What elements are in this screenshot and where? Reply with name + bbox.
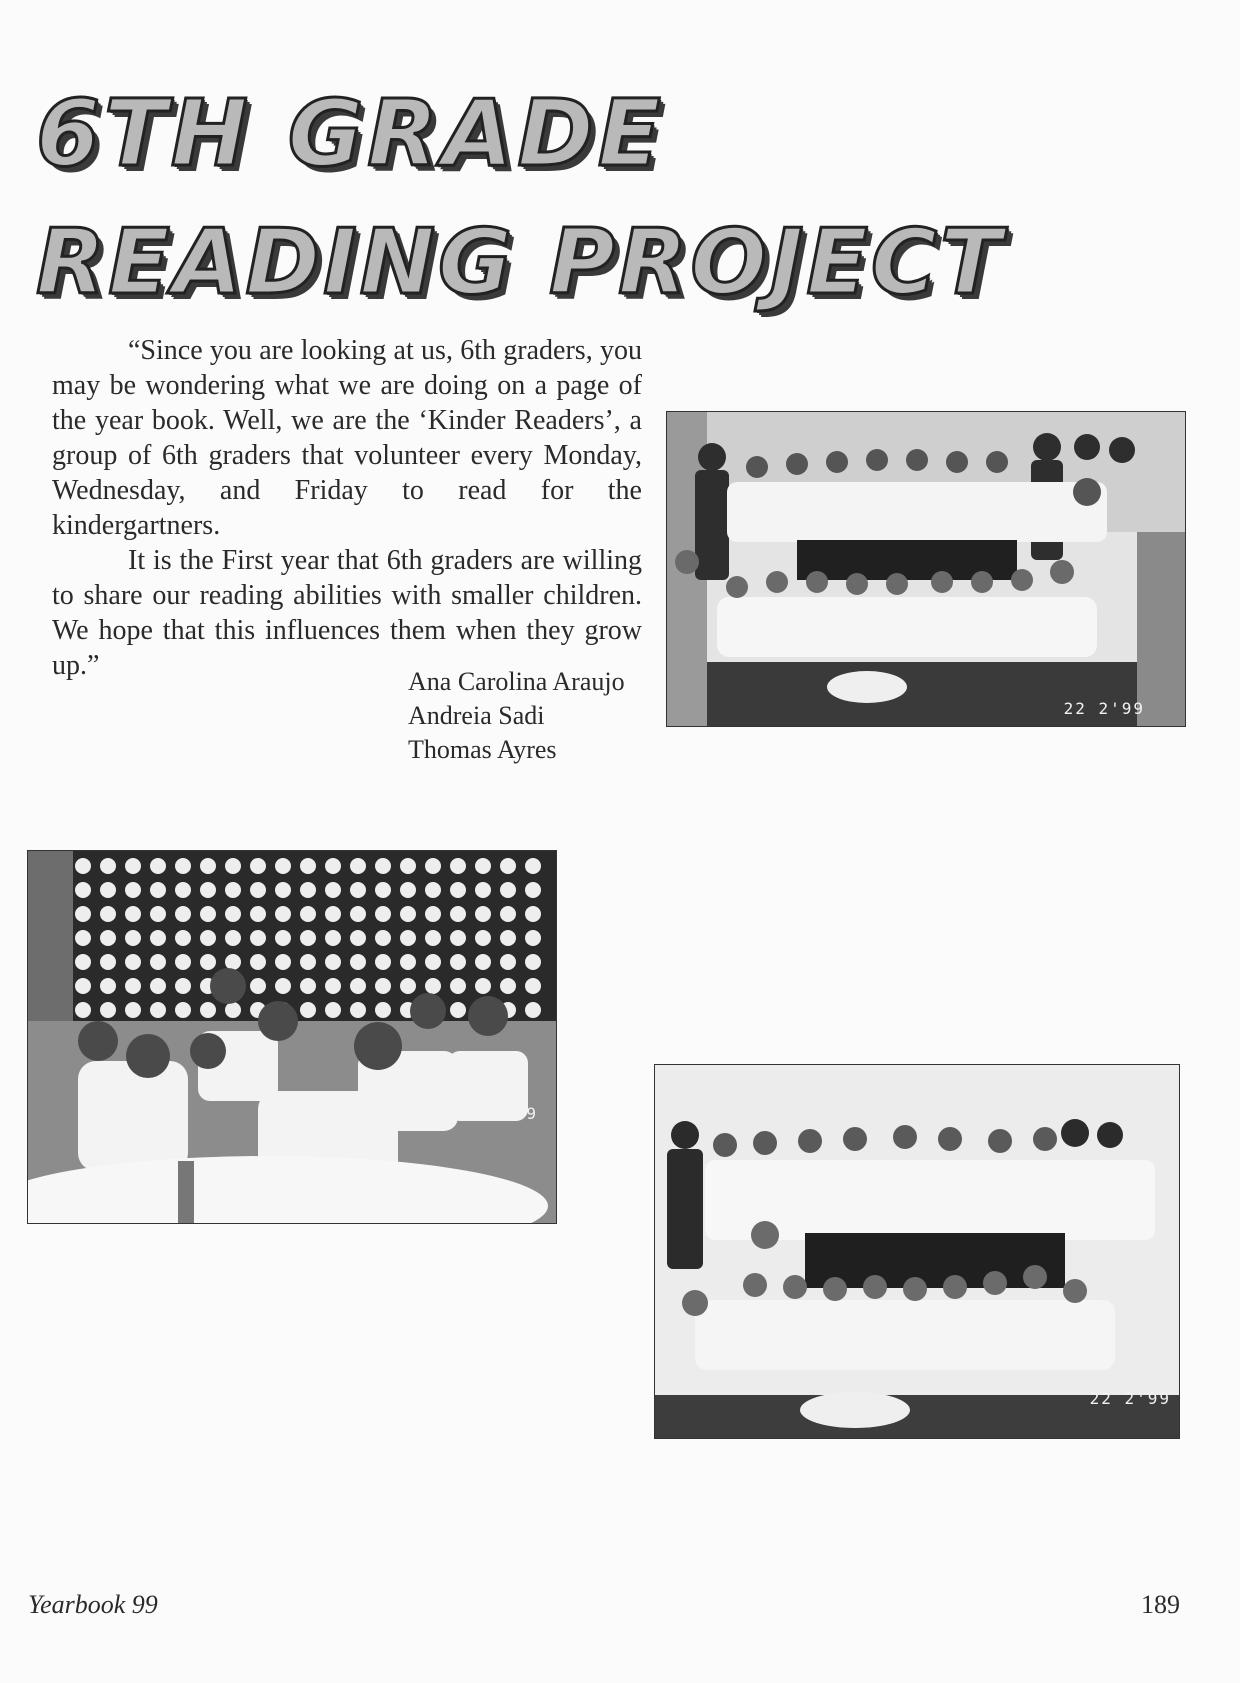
wall-dot — [300, 978, 316, 994]
wall-dot — [450, 1002, 466, 1018]
footer-publication: Yearbook 99 — [28, 1590, 158, 1619]
wall-dot — [175, 954, 191, 970]
wall-dot — [475, 978, 491, 994]
wall-dot — [225, 906, 241, 922]
students-with-plush-toys-photo — [27, 850, 557, 1224]
wall-dot — [300, 858, 316, 874]
wall-dot — [400, 882, 416, 898]
wall-dot — [350, 882, 366, 898]
wall-dot — [250, 858, 266, 874]
wall-dot — [525, 906, 541, 922]
wall-dot — [100, 930, 116, 946]
wall-dot — [325, 954, 341, 970]
wall-dot — [500, 978, 516, 994]
wall-dot — [125, 978, 141, 994]
wall-dot — [200, 930, 216, 946]
wall-dot — [250, 978, 266, 994]
students-with-plush-toys-image — [28, 851, 556, 1223]
wall-dot — [475, 930, 491, 946]
author-list — [408, 665, 625, 767]
wall-dot — [275, 978, 291, 994]
wall-dot — [150, 1002, 166, 1018]
wall-dot — [450, 978, 466, 994]
wall-dot — [75, 858, 91, 874]
wall-dot — [100, 954, 116, 970]
wall-dot — [450, 858, 466, 874]
wall-dot — [150, 858, 166, 874]
wall-dot — [325, 858, 341, 874]
wall-dot — [300, 1002, 316, 1018]
group-photo-classroom — [666, 411, 1186, 727]
wall-dot — [375, 978, 391, 994]
wall-dot — [125, 858, 141, 874]
wall-dot — [500, 882, 516, 898]
page-number: 189 — [1141, 1590, 1180, 1619]
photo-date-stamp: 22 2'99 — [1063, 699, 1145, 718]
wall-dot — [500, 906, 516, 922]
wall-dot — [275, 954, 291, 970]
wall-dot — [75, 1002, 91, 1018]
wall-dot — [500, 930, 516, 946]
article-paragraph-1: “Since you are looking at us, 6th graders, you may be wondering what we are doing on a page of the year book. Well, we are the ‘Kinder Readers’, a group of 6th graders that volunteer every Monday, Wednesday, and Friday to read for the kindergartners. — [52, 335, 642, 541]
wall-dot — [200, 882, 216, 898]
wall-dot — [200, 1002, 216, 1018]
wall-dot — [275, 858, 291, 874]
wall-dot — [250, 954, 266, 970]
wall-dot — [350, 858, 366, 874]
wall-dot — [125, 906, 141, 922]
wall-dot — [300, 882, 316, 898]
wall-dot — [475, 954, 491, 970]
wall-dot — [150, 906, 166, 922]
wall-dot — [375, 954, 391, 970]
wall-dot — [525, 882, 541, 898]
author-name: Andreia Sadi — [408, 701, 545, 730]
wall-dot — [125, 930, 141, 946]
wall-dot — [175, 906, 191, 922]
wall-dot — [325, 978, 341, 994]
wall-dot — [200, 954, 216, 970]
wall-dot — [75, 906, 91, 922]
wall-dot — [275, 906, 291, 922]
wall-dot — [350, 954, 366, 970]
wall-dot — [325, 882, 341, 898]
wall-dot — [325, 1002, 341, 1018]
wall-dot — [525, 954, 541, 970]
wall-dot — [525, 858, 541, 874]
wall-dot — [175, 978, 191, 994]
wall-dot — [275, 930, 291, 946]
wall-dot — [100, 906, 116, 922]
wall-dot — [100, 1002, 116, 1018]
wall-dot — [400, 858, 416, 874]
wall-dot — [300, 906, 316, 922]
wall-dot — [125, 1002, 141, 1018]
wall-dot — [400, 954, 416, 970]
wall-dot — [525, 978, 541, 994]
author-name: Ana Carolina Araujo — [408, 667, 625, 696]
wall-dot — [150, 930, 166, 946]
wall-dot — [100, 882, 116, 898]
wall-dot — [300, 930, 316, 946]
wall-dot — [225, 858, 241, 874]
wall-dot — [250, 930, 266, 946]
wall-dot — [225, 882, 241, 898]
wall-dot — [400, 978, 416, 994]
wall-dot — [425, 954, 441, 970]
wall-dot — [200, 906, 216, 922]
wall-dot — [75, 882, 91, 898]
photo-date-stamp: 22 2'99 — [1089, 1389, 1171, 1408]
wall-dot — [125, 954, 141, 970]
wall-dot — [425, 978, 441, 994]
wall-dot — [325, 906, 341, 922]
wall-dot — [300, 954, 316, 970]
page-title-line-1: 6TH GRADE — [36, 80, 665, 187]
wall-dot — [450, 882, 466, 898]
wall-dot — [175, 1002, 191, 1018]
wall-dot — [400, 930, 416, 946]
wall-dot — [325, 930, 341, 946]
wall-dot — [475, 858, 491, 874]
wall-dot — [350, 1002, 366, 1018]
article-paragraph-2: It is the First year that 6th graders are willing to share our reading abilities with smaller children. We hope that this influences them when they grow up.” — [52, 545, 642, 681]
wall-dot — [175, 930, 191, 946]
wall-dot — [75, 930, 91, 946]
group-photo-wall — [654, 1064, 1180, 1439]
wall-dot — [425, 858, 441, 874]
wall-dot — [200, 858, 216, 874]
wall-dot — [400, 906, 416, 922]
author-name: Thomas Ayres — [408, 735, 557, 764]
wall-dot — [375, 882, 391, 898]
wall-dot — [225, 954, 241, 970]
wall-dot — [125, 882, 141, 898]
wall-dot — [425, 930, 441, 946]
wall-dot — [75, 978, 91, 994]
wall-dot — [150, 954, 166, 970]
wall-dot — [75, 954, 91, 970]
wall-dot — [475, 882, 491, 898]
wall-dot — [425, 906, 441, 922]
wall-dot — [500, 858, 516, 874]
wall-dot — [250, 906, 266, 922]
wall-dot — [450, 954, 466, 970]
wall-dot — [375, 930, 391, 946]
wall-dot — [450, 906, 466, 922]
group-photo-classroom-image — [667, 412, 1185, 726]
page-title-line-2: READING PROJECT — [36, 210, 1005, 315]
wall-dot — [150, 978, 166, 994]
wall-dot — [350, 978, 366, 994]
wall-dot — [225, 1002, 241, 1018]
wall-dot — [475, 906, 491, 922]
wall-dot — [250, 882, 266, 898]
wall-dot — [450, 930, 466, 946]
wall-dot — [525, 930, 541, 946]
wall-dot — [375, 906, 391, 922]
wall-dot — [350, 930, 366, 946]
wall-dot — [100, 978, 116, 994]
wall-dot — [150, 882, 166, 898]
wall-dot — [175, 882, 191, 898]
wall-dot — [375, 858, 391, 874]
wall-dot — [275, 882, 291, 898]
wall-dot — [375, 1002, 391, 1018]
group-photo-wall-image — [655, 1065, 1179, 1438]
photo-date-stamp: 2'99 — [491, 1104, 538, 1123]
wall-dot — [225, 930, 241, 946]
wall-dot — [350, 906, 366, 922]
wall-dot — [500, 954, 516, 970]
wall-dot — [525, 1002, 541, 1018]
wall-dot — [425, 882, 441, 898]
wall-dot — [175, 858, 191, 874]
article-body — [52, 333, 642, 683]
wall-dot — [100, 858, 116, 874]
